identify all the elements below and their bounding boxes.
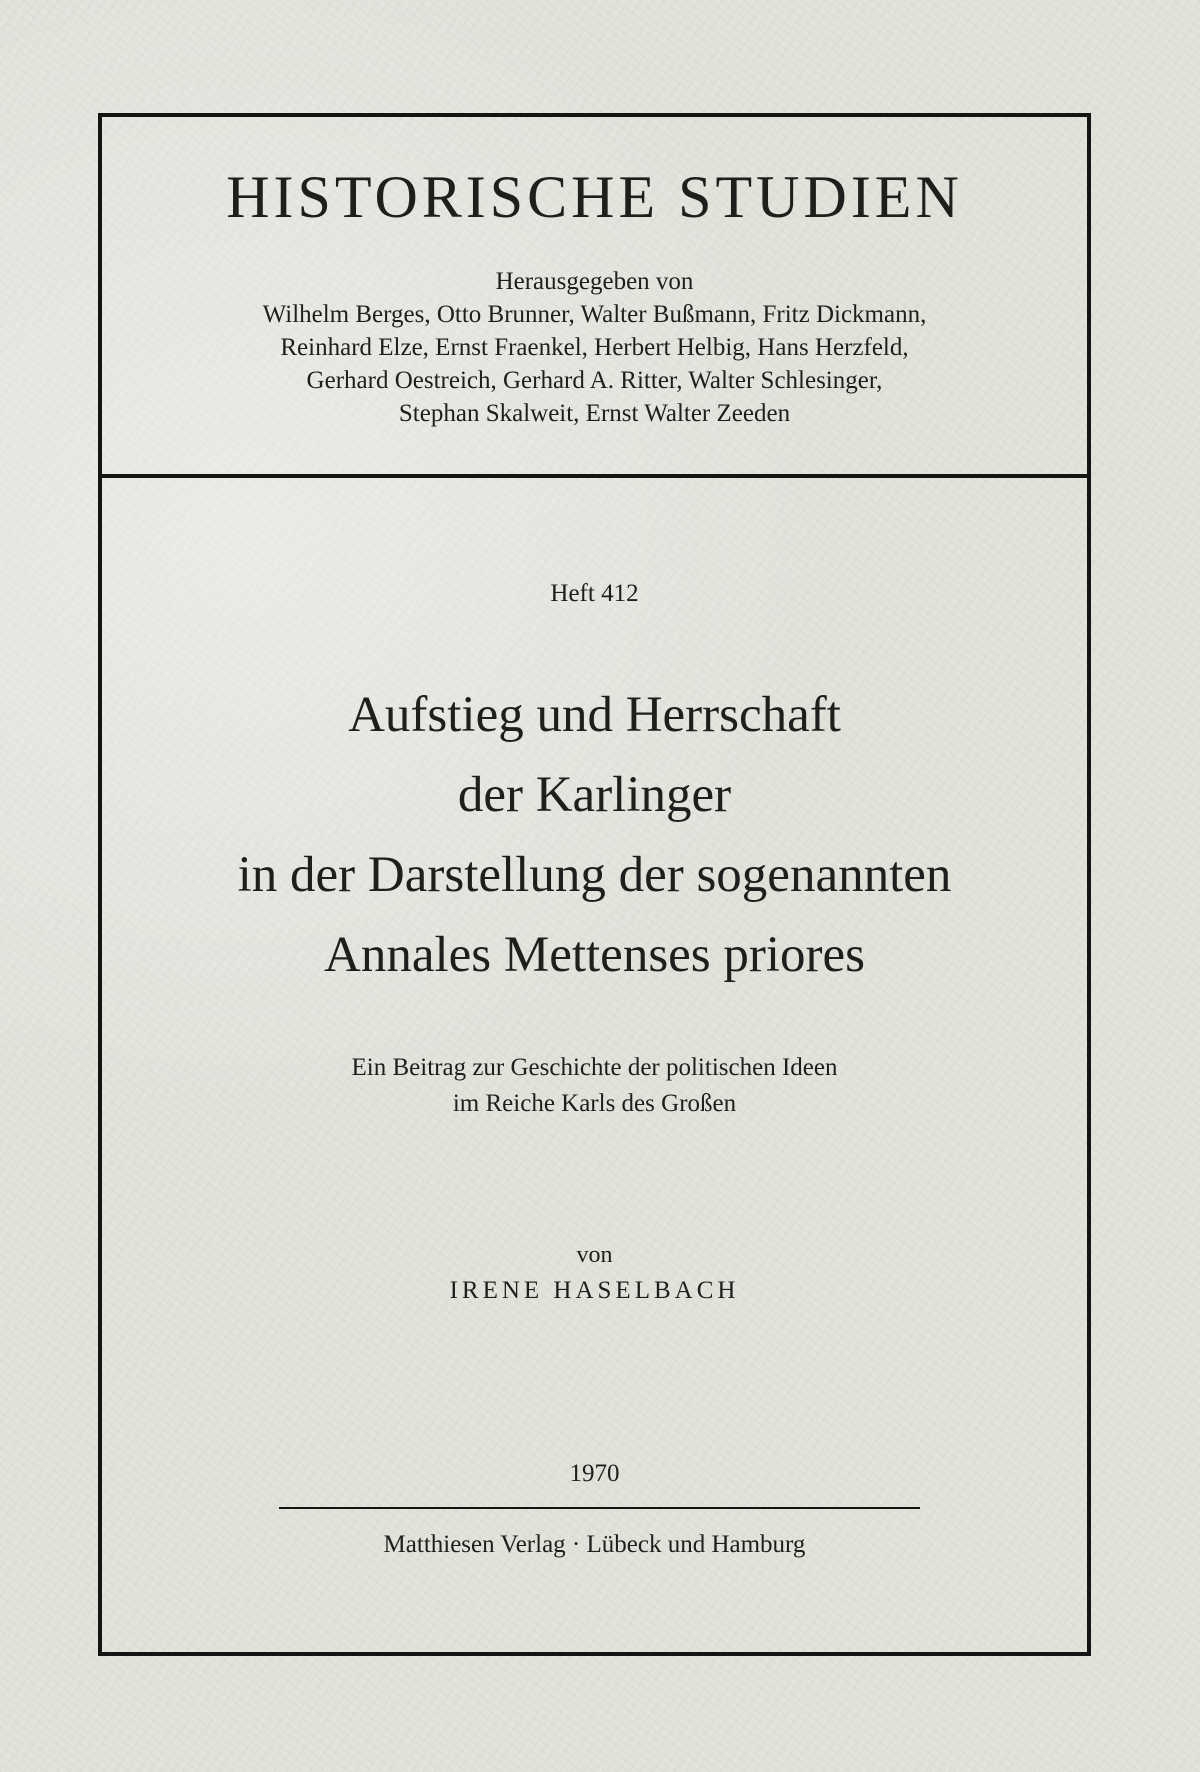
series-title: HISTORISCHE STUDIEN bbox=[226, 164, 963, 230]
title-line: Annales Mettenses priores bbox=[323, 927, 866, 983]
editors-block bbox=[102, 265, 1087, 430]
subtitle-line: Ein Beitrag zur Geschichte der politischen Ideen bbox=[351, 1054, 838, 1081]
editors-intro: Herausgegeben von bbox=[495, 268, 694, 295]
divider-rule bbox=[279, 1507, 920, 1509]
cover-frame bbox=[98, 113, 1091, 1656]
title-line: Aufstieg und Herrschaft bbox=[348, 687, 841, 743]
book-title bbox=[102, 675, 1087, 995]
by-label: von bbox=[576, 1242, 613, 1268]
publication-year: 1970 bbox=[569, 1460, 620, 1487]
author-name: IRENE HASELBACH bbox=[449, 1277, 740, 1304]
subtitle-line: im Reiche Karls des Großen bbox=[452, 1090, 737, 1117]
editors-line: Gerhard Oestreich, Gerhard A. Ritter, Walter Schlesinger, bbox=[306, 367, 883, 394]
editors-line: Reinhard Elze, Ernst Fraenkel, Herbert Helbig, Hans Herzfeld, bbox=[280, 334, 909, 361]
series-header bbox=[102, 117, 1087, 478]
title-line: in der Darstellung der sogenannten bbox=[237, 847, 952, 903]
issue-number: Heft 412 bbox=[550, 580, 639, 607]
book-subtitle bbox=[102, 1050, 1087, 1122]
title-line: der Karlinger bbox=[457, 767, 732, 823]
publisher-line: Matthiesen Verlag · Lübeck und Hamburg bbox=[383, 1531, 806, 1558]
editors-line: Stephan Skalweit, Ernst Walter Zeeden bbox=[398, 400, 791, 427]
editors-line: Wilhelm Berges, Otto Brunner, Walter Bußmann, Fritz Dickmann, bbox=[262, 301, 927, 328]
